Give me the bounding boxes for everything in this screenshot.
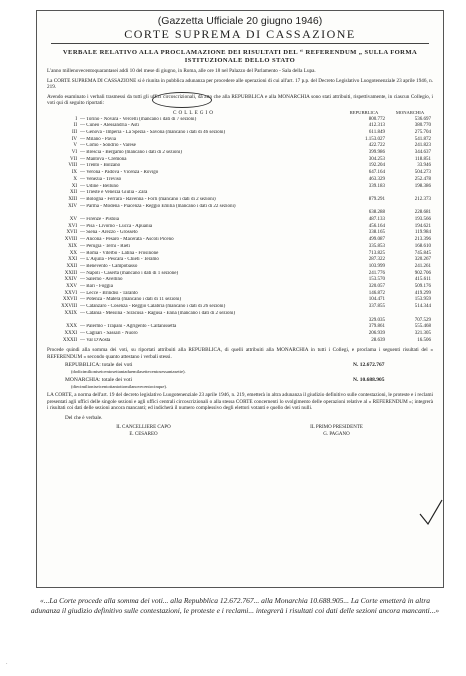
table-row <box>47 190 433 197</box>
total-repubblica <box>47 362 433 369</box>
row-repubblica <box>341 311 387 318</box>
row-number: XXXII <box>62 337 77 343</box>
signature-name: E. CESAREO <box>129 431 158 437</box>
hand-drawn-check-icon <box>418 498 444 526</box>
row-collegio: — Firenze - Pistoia <box>80 217 120 223</box>
table-header <box>47 110 433 116</box>
row-collegio: — Udine - Belluno <box>80 183 119 189</box>
row-repubblica: 422.722 <box>368 143 385 149</box>
row-collegio: — Brescia - Bergamo (mancano i dati di 2 sezioni) <box>80 150 182 156</box>
row-repubblica: 287.322 <box>368 257 385 263</box>
row-number: I <box>75 116 77 122</box>
row-collegio: — Benevento - Campobasso <box>80 263 138 269</box>
row-collegio: — Milano - Pavia <box>80 136 116 142</box>
row-repubblica: 320.057 <box>368 284 385 290</box>
row-monarchia: 198.386 <box>414 183 431 189</box>
row-collegio: — Bari - Foggia <box>80 284 113 290</box>
row-monarchia: 33.946 <box>417 163 431 169</box>
gazette-line: (Gazzetta Ufficiale 20 giugno 1946) <box>157 15 323 27</box>
row-monarchia: 321.305 <box>414 331 431 336</box>
row-repubblica: 206.939 <box>368 331 385 336</box>
row-repubblica: 338.165 <box>368 230 385 236</box>
row-monarchia: 707.529 <box>414 317 431 323</box>
table-row <box>47 170 433 177</box>
intro-paragraph-2: La CORTE SUPREMA DI CASSAZIONE si è riunita in pubblica adunanza per procedere alle operazioni di cui all'art. 17 p.p. del Decreto Legislativo Luogotenenziale 23 aprile 1946, n. 219. <box>47 77 433 90</box>
row-monarchia: 228.681 <box>414 210 431 216</box>
table-row <box>47 251 433 258</box>
row-collegio: — Salerno - Avellino <box>80 277 123 283</box>
signature-cancelliere <box>47 425 240 438</box>
row-repubblica: 337.855 <box>368 304 385 310</box>
table-row <box>47 271 433 278</box>
row-number: XXIII <box>64 270 77 276</box>
hand-drawn-circle <box>152 92 212 108</box>
table-row <box>47 150 433 157</box>
table-row <box>47 230 433 237</box>
row-repubblica: 713.825 <box>368 250 385 256</box>
row-repubblica: 638.288 <box>368 210 385 216</box>
row-monarchia: 119.984 <box>414 230 431 236</box>
collegio-header: COLLEGIO <box>173 109 215 116</box>
row-monarchia: 745.845 <box>414 250 431 256</box>
row-number: XXVI <box>64 290 77 296</box>
total-label: REPUBBLICA: totale dei voti <box>65 362 133 369</box>
table-row <box>47 117 433 124</box>
row-repubblica: 28.639 <box>371 337 385 343</box>
row-number: XI <box>71 183 77 189</box>
total-value: N. 10.688.905 <box>353 376 385 383</box>
row-collegio: — Napoli - Caserta (mancano i dati di 1 sezione) <box>80 270 179 276</box>
row-number: XXV <box>66 284 77 290</box>
table-row <box>47 304 433 311</box>
row-number: XXX <box>66 324 77 330</box>
row-number: XXVIII <box>61 304 77 310</box>
newspaper-clipping <box>36 10 444 588</box>
row-number: VIII <box>68 163 77 169</box>
table-row <box>47 237 433 244</box>
row-repubblica: 647.164 <box>368 170 385 176</box>
row-repubblica <box>341 204 387 211</box>
row-number: XXIV <box>64 277 77 283</box>
table-row <box>47 143 433 150</box>
row-collegio: — Siena - Arezzo - Grosseto <box>80 230 138 236</box>
row-number <box>47 210 80 217</box>
row-collegio: — Verona - Padova - Vicenza - Rovigo <box>80 170 159 176</box>
row-repubblica: 399.986 <box>368 150 385 156</box>
row-collegio: — Cuneo - Alessandria - Asti <box>80 123 140 129</box>
row-monarchia: 514.344 <box>414 304 431 310</box>
row-monarchia: 213.396 <box>414 237 431 243</box>
table-row <box>47 331 433 338</box>
row-number: XXIX <box>64 310 77 316</box>
row-collegio: — Venezia - Treviso <box>80 176 122 182</box>
table-row <box>47 130 433 137</box>
table-row <box>47 204 433 211</box>
row-monarchia: 153.959 <box>414 297 431 303</box>
table-row <box>47 257 433 264</box>
row-monarchia: 504.273 <box>414 170 431 176</box>
row-number: XXXI <box>64 331 77 336</box>
row-monarchia: 252.478 <box>414 176 431 182</box>
row-monarchia <box>387 204 433 211</box>
row-number: XV <box>69 217 77 223</box>
signature-role: IL CANCELLIERE CAPO <box>116 425 171 431</box>
total-label: MONARCHIA: totale dei voti <box>65 376 133 383</box>
total-words: (dodicimilioniseicentosettantaduemilasettecentosessantasette). <box>71 369 186 375</box>
row-collegio: — Parma - Modena - Piacenza - Reggio Emilia (mancano i dati di 22 sezioni) <box>80 203 236 209</box>
row-number: V <box>73 143 77 149</box>
row-number: IX <box>71 170 77 176</box>
row-number: XIV <box>68 203 77 209</box>
table-row <box>47 277 433 284</box>
court-title: CORTE SUPREMA DI CASSAZIONE <box>51 27 429 44</box>
row-number: XIII <box>68 196 77 202</box>
row-monarchia: 555.468 <box>414 324 431 330</box>
row-monarchia <box>387 311 433 318</box>
row-monarchia: 380.770 <box>414 123 431 129</box>
row-monarchia: 415.611 <box>414 277 431 283</box>
signature-name: G. PAGANO <box>323 431 350 437</box>
row-repubblica: 339.183 <box>368 183 385 189</box>
row-monarchia: 320.267 <box>414 257 431 263</box>
row-monarchia <box>387 190 433 197</box>
row-monarchia: 275.704 <box>414 129 431 135</box>
row-number: IV <box>71 136 77 142</box>
row-number: VI <box>71 150 77 156</box>
row-number: XXII <box>66 263 77 269</box>
signature-presidente <box>240 425 433 438</box>
row-collegio: — Ancona - Pesaro - Macerata - Ascoli Piceno <box>80 237 174 243</box>
row-number <box>47 318 80 325</box>
table-row <box>47 197 433 204</box>
row-repubblica: 487.133 <box>368 217 385 223</box>
table-row <box>47 297 433 304</box>
row-repubblica: 412.313 <box>368 123 385 129</box>
row-monarchia: 241.261 <box>414 263 431 269</box>
row-number: XII <box>70 190 77 196</box>
table-row <box>47 210 433 217</box>
row-monarchia: 241.823 <box>414 143 431 149</box>
table-row <box>47 123 433 130</box>
repubblica-header: REPUBBLICA <box>349 109 379 115</box>
row-collegio: — Val D'Aosta <box>80 337 111 343</box>
row-collegio: — Catanzaro - Cosenza - Reggio Calabria (mancano i dati di 26 sezioni) <box>80 304 226 310</box>
row-repubblica: 103.999 <box>368 263 385 269</box>
row-collegio: — Catania - Messina - Siracusa - Ragusa - Enna (mancano i dati di 2 sezioni) <box>80 310 236 316</box>
table-row <box>47 224 433 231</box>
table-row <box>47 338 433 345</box>
row-monarchia: 344.637 <box>414 150 431 156</box>
row-collegio: — Mantova - Cremona <box>80 156 127 162</box>
row-collegio: — Roma - Viterbo - Latina - Frosinone <box>80 250 159 256</box>
row-monarchia: 193.566 <box>414 217 431 223</box>
table-row <box>47 264 433 271</box>
signature-role: IL PRIMO PRESIDENTE <box>310 425 363 431</box>
table-row <box>47 324 433 331</box>
row-number: XIX <box>68 243 77 249</box>
signatures <box>47 425 433 438</box>
intro-paragraph-1: L'anno millenovecentoquarantasei addi 10 del mese di giugno, in Roma, alle ore 18 nel Palazzo del Parlamento - Sala della Lupa. <box>47 68 316 74</box>
row-number: XVIII <box>64 237 77 243</box>
row-repubblica: 241.776 <box>368 270 385 276</box>
table-row <box>47 244 433 251</box>
row-monarchia: 902.706 <box>414 270 431 276</box>
table-row <box>47 318 433 325</box>
row-repubblica: 153.570 <box>368 277 385 283</box>
row-repubblica: 379.861 <box>368 324 385 330</box>
row-monarchia: 509.176 <box>414 284 431 290</box>
row-number: X <box>73 176 77 182</box>
fatto-line: Del che è verbale. <box>65 414 103 421</box>
row-monarchia: 212.373 <box>414 196 431 202</box>
table-row <box>47 157 433 164</box>
row-collegio <box>80 318 341 325</box>
row-monarchia: 419.299 <box>414 290 431 296</box>
row-number: VII <box>70 156 77 162</box>
row-collegio: — Genova - Imperia - La Spezia - Savona (mancano i dati di 46 sezioni) <box>80 129 226 135</box>
row-repubblica: 192.204 <box>368 163 385 169</box>
table-row <box>47 284 433 291</box>
row-number: II <box>73 123 77 129</box>
row-collegio <box>80 210 341 217</box>
row-number: XXI <box>68 257 77 263</box>
row-repubblica: 304.253 <box>368 156 385 162</box>
row-collegio: — L'Aquila - Pescara - Chieti - Teramo <box>80 257 159 263</box>
row-repubblica: 329.035 <box>368 317 385 323</box>
row-repubblica: 104.471 <box>368 297 385 303</box>
row-collegio: — Torino - Novara - Vercelli (mancano i dati di 7 sezioni) <box>80 116 197 122</box>
procedure-paragraph: Procede quindi alla somma dei voti, su riportati attribuiti alla REPUBBLICA, di quelli attribuiti alla MONARCHIA in tutti i Collegi, e proclama i seguenti risultati del « REFERENDUM » secondo quanto attestano i verbali stessi. <box>47 347 433 360</box>
monarchia-header: MONARCHIA <box>395 109 425 115</box>
results-table <box>47 117 433 345</box>
total-monarchia <box>47 377 433 384</box>
row-collegio: — Perugia - Terni - Rieti <box>80 243 130 249</box>
row-repubblica: 1.153.027 <box>365 136 385 142</box>
row-collegio: — Pisa - Livorno - Lucca - Apuania <box>80 223 153 229</box>
row-monarchia: 194.621 <box>414 223 431 229</box>
row-repubblica <box>341 190 387 197</box>
row-collegio: — Potenza - Matera (mancano i dati di 11 sezioni) <box>80 297 182 303</box>
table-row <box>47 184 433 191</box>
row-monarchia: 168.610 <box>414 243 431 249</box>
row-repubblica: 800.772 <box>368 116 385 122</box>
table-row <box>47 311 433 318</box>
row-repubblica: 611.849 <box>368 129 385 135</box>
verbale-heading: VERBALE RELATIVO ALLA PROCLAMAZIONE DEI RISULTATI DEL “ REFERENDUM „ SULLA FORMA ISTITUZIONALE DELLO STATO <box>62 49 418 64</box>
row-collegio: — Como - Sondrio - Varese <box>80 143 136 149</box>
row-collegio: — Cagliari - Sassari - Nuoro <box>80 331 138 336</box>
table-row <box>47 291 433 298</box>
total-words: (diecimilioniseicentottantottomilanovecentocinque). <box>71 383 168 389</box>
row-number: XVII <box>66 230 77 236</box>
row-collegio: — Trento - Bolzano <box>80 163 121 169</box>
intro-paragraph-3: Avendo esaminato i verbali trasmessi da tutti gli uffici circoscrizionali, dà atto che alla REPUBBLICA e alla MONARCHIA sono stati attribuiti, rispettivamente, in ciascun Collegio, i voti qui di seguito riportati: <box>47 93 433 106</box>
row-number: XX <box>69 250 77 256</box>
total-value: N. 12.672.767 <box>353 362 385 369</box>
row-repubblica: 499.087 <box>368 237 385 243</box>
row-monarchia: 541.872 <box>414 136 431 142</box>
row-repubblica: 456.164 <box>368 223 385 229</box>
row-repubblica: 463.329 <box>368 176 385 182</box>
table-row <box>47 163 433 170</box>
row-repubblica: 879.291 <box>368 196 385 202</box>
row-monarchia: 536.697 <box>414 116 431 122</box>
closing-paragraph: LA CORTE, a norma dell'art. 19 del decreto legislativo Luogotenenziale 23 aprile 1946, n. 219, emetterà in altra adunanza il giudizio definitivo sulle contestazioni, le proteste e i reclami presentati agli uffici delle singole sezioni e agli uffici centrali circoscrizionali o alla stessa CORTE concernenti lo svolgimento delle operazioni relative al « REFERENDUM »; integrerà i risultati coi dati delle sezioni ancora mancanti; ed indicherà il numero complessivo degli elettori votanti e quello dei voti nulli. <box>47 392 433 412</box>
table-row <box>47 217 433 224</box>
row-number: III <box>72 129 77 135</box>
row-number: XXVII <box>62 297 77 303</box>
margin-mark: . <box>6 660 8 666</box>
caption-quote: «...La Corte procede alla somma dei voti... alla Repubblica 12.672.767... alla Monarchia 10.688.905... La Corte emetterà in altra adunanza il giudizio definitivo sulle contestazioni, le proteste e i reclami... integrerà i risultati coi dati delle sezioni ancora mancanti...» <box>30 596 440 615</box>
table-row <box>47 137 433 144</box>
row-repubblica: 146.872 <box>368 290 385 296</box>
row-monarchia: 118.851 <box>414 156 431 162</box>
row-collegio: — Lecce - Brindisi - Taranto <box>80 290 138 296</box>
row-collegio: — Bologna - Ferrara - Ravenna - Forlì (mancano i dati di 2 sezioni) <box>80 196 216 202</box>
table-row <box>47 177 433 184</box>
row-number: XVI <box>68 223 77 229</box>
row-collegio: — Trieste e Venezia Giulia - Zara <box>80 190 148 196</box>
row-collegio: — Palermo - Trapani - Agrigento - Caltanissetta <box>80 324 177 330</box>
row-monarchia: 16.506 <box>417 337 431 343</box>
row-repubblica: 335.853 <box>368 243 385 249</box>
